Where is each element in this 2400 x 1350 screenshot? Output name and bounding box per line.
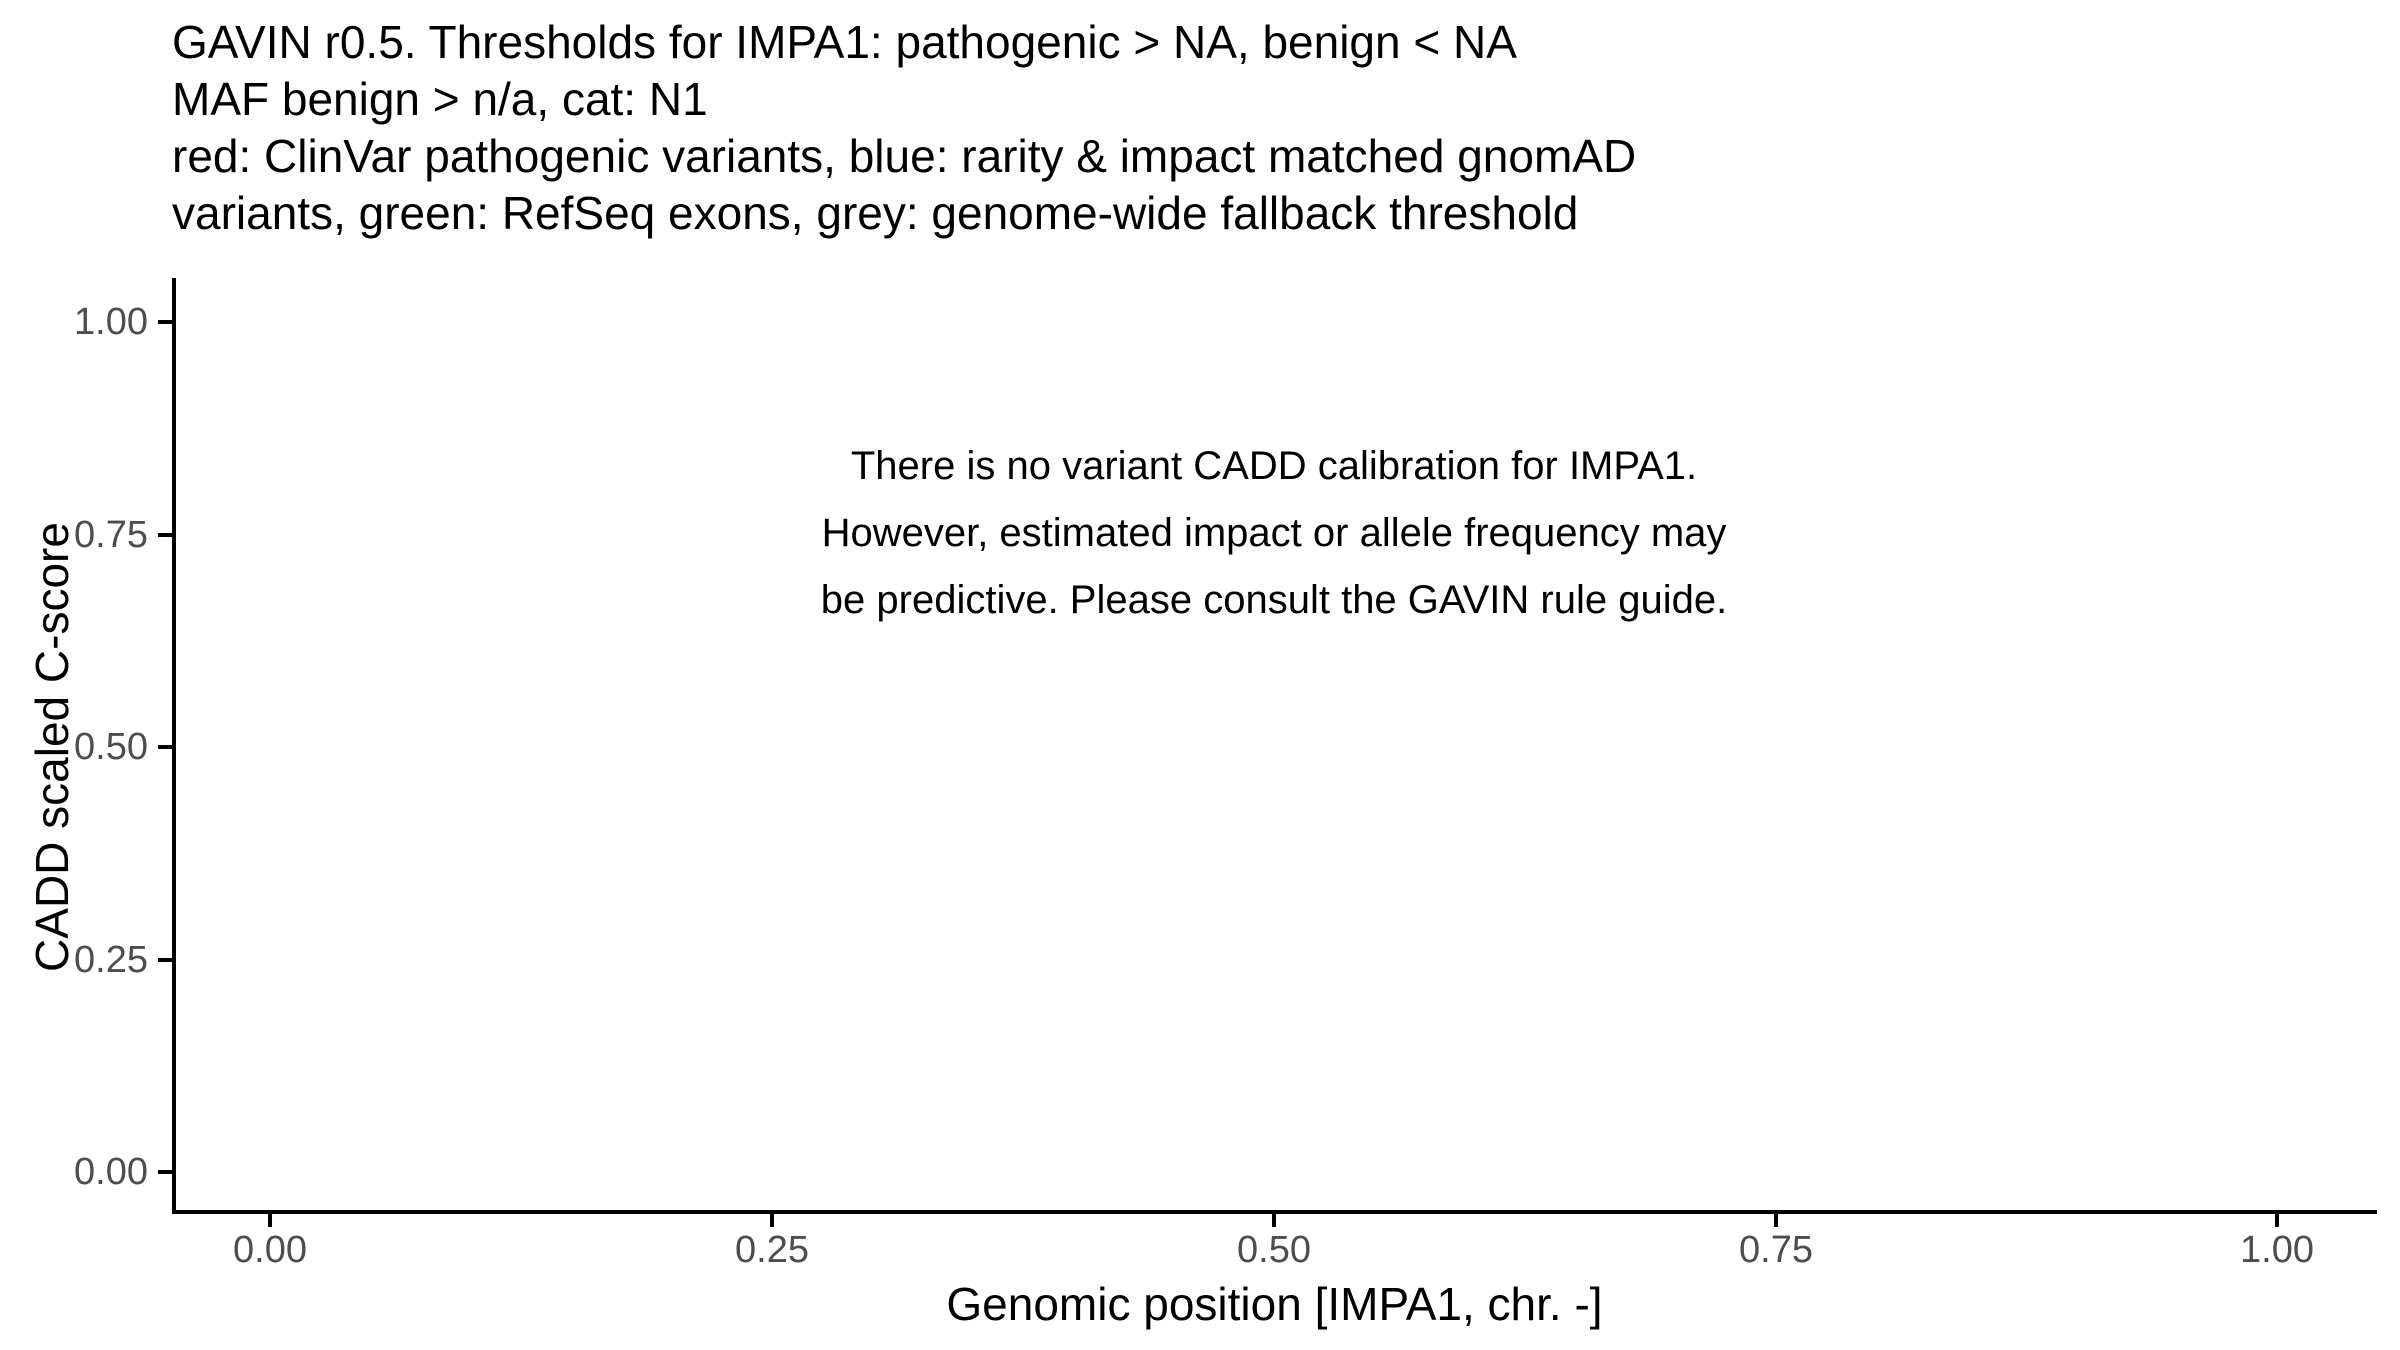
y-axis-title: CADD scaled C-score xyxy=(26,522,78,972)
x-tick-label: 0.25 xyxy=(735,1229,809,1271)
panel-annotation-line-1: There is no variant CADD calibration for IMPA1. xyxy=(850,444,1698,488)
y-tick-mark xyxy=(158,745,172,749)
x-tick-mark xyxy=(1272,1214,1276,1227)
x-tick-mark xyxy=(770,1214,774,1227)
panel-annotation xyxy=(574,433,1974,634)
y-tick-label: 0.00 xyxy=(74,1151,148,1193)
plot-title-line-3: red: ClinVar pathogenic variants, blue: rarity & impact matched gnomAD xyxy=(172,130,1637,182)
y-tick-label: 0.25 xyxy=(74,939,148,981)
plot-title-line-1: GAVIN r0.5. Thresholds for IMPA1: pathogenic > NA, benign < NA xyxy=(172,16,1517,68)
plot-title xyxy=(172,14,1636,242)
plot-title-line-2: MAF benign > n/a, cat: N1 xyxy=(172,73,708,125)
x-tick-label: 0.00 xyxy=(233,1229,307,1271)
y-tick-label: 0.75 xyxy=(74,514,148,556)
x-tick-label: 1.00 xyxy=(2240,1229,2314,1271)
y-tick-mark xyxy=(158,533,172,537)
x-tick-mark xyxy=(1774,1214,1778,1227)
y-tick-label: 1.00 xyxy=(74,301,148,343)
y-tick-mark xyxy=(158,1170,172,1174)
y-tick-mark xyxy=(158,958,172,962)
panel-annotation-line-2: However, estimated impact or allele frequency may xyxy=(821,511,1727,555)
panel-annotation-line-3: be predictive. Please consult the GAVIN rule guide. xyxy=(820,578,1728,622)
x-tick-label: 0.50 xyxy=(1237,1229,1311,1271)
y-tick-mark xyxy=(158,320,172,324)
plot-panel xyxy=(172,278,2377,1214)
plot-title-line-4: variants, green: RefSeq exons, grey: genome-wide fallback threshold xyxy=(172,187,1579,239)
x-tick-label: 0.75 xyxy=(1739,1229,1813,1271)
x-axis-title: Genomic position [IMPA1, chr. -] xyxy=(946,1278,1603,1330)
y-tick-label: 0.50 xyxy=(74,726,148,768)
x-tick-mark xyxy=(2275,1214,2279,1227)
x-tick-mark xyxy=(268,1214,272,1227)
